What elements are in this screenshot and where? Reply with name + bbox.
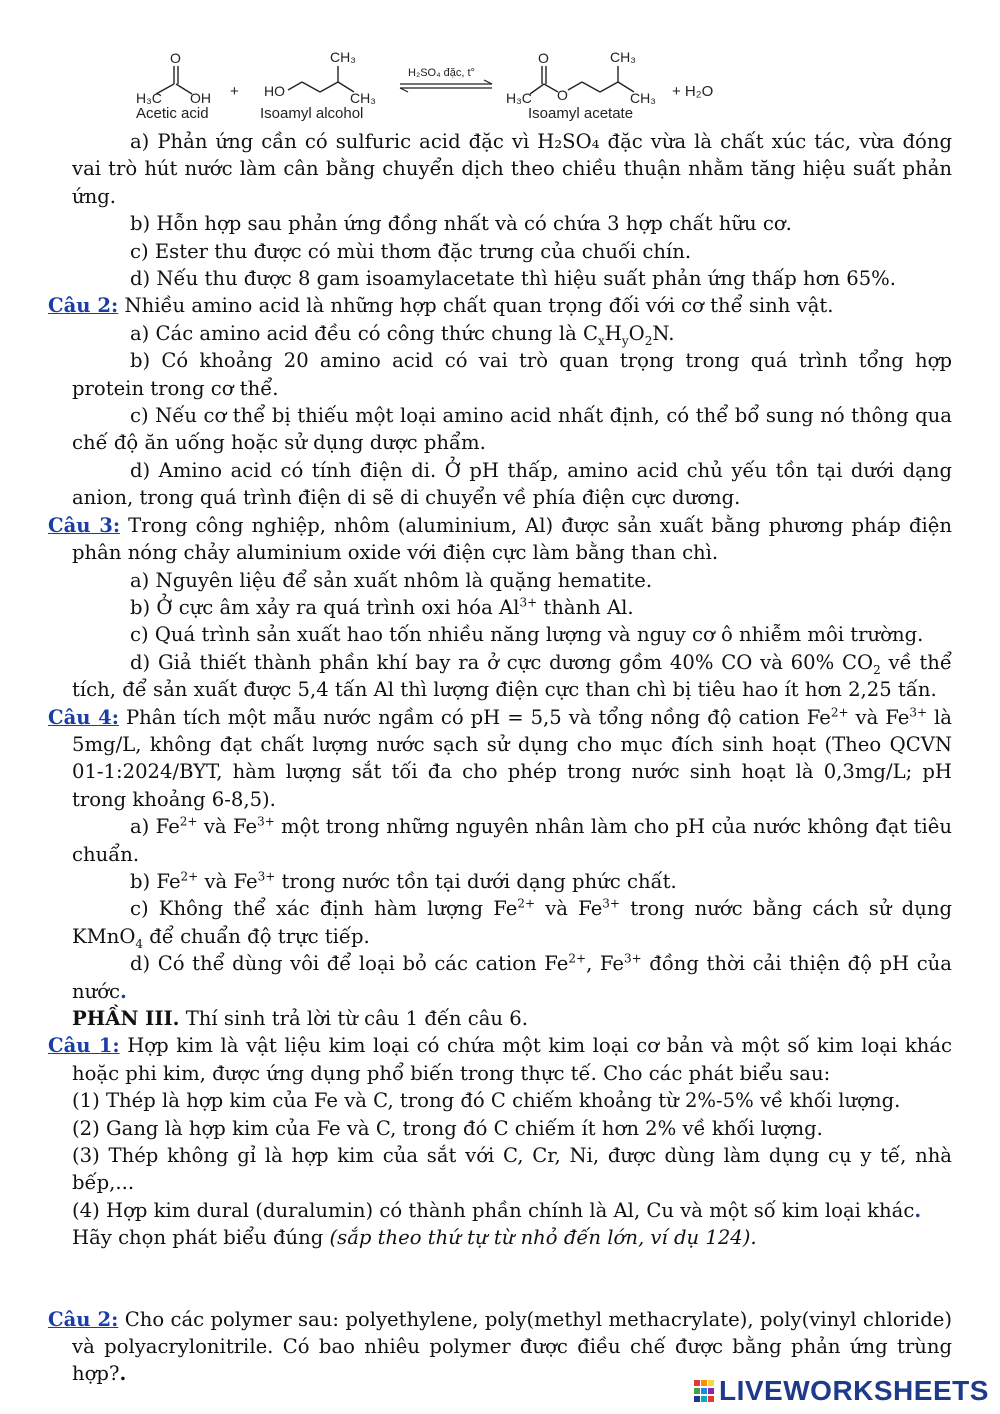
isoamyl-alcohol-structure [288,66,354,92]
answer-space [48,1252,952,1306]
alcohol-ch3-right: CH₃ [350,90,376,106]
p3-q1-statement-4: (4) Hợp kim dural (duralumin) có thành phần chính là Al, Cu và một số kim loại khác. [72,1198,922,1222]
equilibrium-arrows [400,80,492,92]
p3-q1-stem: Câu 1: Hợp kim là vật liệu kim loại có chứa một kim loại cơ bản và một số kim loại khác hoặc phi kim, được ứng dụng phổ biến trong thực tế. Cho các phát biểu sau: [48,1034,952,1085]
acetic-o: O [170,50,181,66]
q2-option-c: c) Nếu cơ thể bị thiếu một loại amino acid nhất định, có thể bổ sung nó thông qua chế độ ăn uống hoặc sử dụng dược phẩm. [72,404,952,455]
ester-o-bridge: O [557,87,568,103]
q2-option-a: a) Các amino acid đều có công thức chung là $C_xH_yO_2N$. [130,321,675,348]
acetic-h3c: H₃C [136,90,162,106]
isoamyl-acetate-structure [530,66,634,94]
q2-option-d: d) Amino acid có tính điện di. Ở pH thấp, amino acid chủ yếu tồn tại dưới dạng anion, trong quá trình điện di sẽ di chuyển về phía điện cực dương. [72,458,952,510]
q1-option-c: c) Ester thu được có mùi thơm đặc trưng của chuối chín. [130,239,692,263]
q4-option-b: b) $Fe^{2+}$ và $Fe^{3+}$ trong nước tồn tại dưới dạng phức chất. [130,869,677,893]
acetic-oh: OH [190,90,211,106]
p3-q1-statement-1: (1) Thép là hợp kim của Fe và C, trong đó C chiếm khoảng từ 2%-5% về khối lượng. [72,1089,901,1113]
acetic-acid-name: Acetic acid [136,105,209,122]
ester-ch3-top: CH₃ [610,49,636,65]
q1-option-a: a) Phản ứng cần có sulfuric acid đặc vì H₂SO₄ đặc vừa là chất xúc tác, vừa đóng vai trò hút nước làm cân bằng chuyển dịch theo chiều thuận nhằm tăng hiệu suất phản ứng. [72,130,952,208]
q3-stem: Câu 3: Trong công nghiệp, nhôm (aluminium, Al) được sản xuất bằng phương pháp điện phân nóng chảy aluminium oxide với điện cực làm bằng than chì. [48,513,952,565]
q4-option-a: a) $Fe^{2+}$ và $Fe^{3+}$ một trong những nguyên nhân làm cho pH của nước không đạt tiêu chuẩn. [72,814,952,866]
q2-stem: Câu 2: Nhiều amino acid là những hợp chất quan trọng đối với cơ thể sinh vật. [48,294,834,318]
q3-option-a: a) Nguyên liệu để sản xuất nhôm là quặng hematite. [130,568,653,592]
ester-ch3-right: CH₃ [630,90,656,106]
ester-h3c: H₃C [506,90,532,106]
q4-option-c: c) Không thể xác định hàm lượng $Fe^{2+}$ và $Fe^{3+}$ trong nước bằng cách sử dụng KMnO$_4$ để chuẩn độ trực tiếp. [72,896,952,951]
q1-option-b: b) Hỗn hợp sau phản ứng đồng nhất và có chứa 3 hợp chất hữu cơ. [130,212,792,236]
q2-label: Câu 2: [48,294,119,318]
water-product: + H₂O [672,83,714,100]
reaction-condition: H₂SO₄ đặc, t° [408,67,475,79]
q3-option-c: c) Quá trình sản xuất hao tốn nhiều năng lượng và nguy cơ ô nhiễm môi trường. [130,623,924,647]
plus-sign: + [230,83,239,100]
ester-o-top: O [538,50,549,66]
alcohol-ch3-top: CH₃ [330,49,356,65]
isoamyl-acetate-name: Isoamyl acetate [528,105,634,122]
p3-q1-label: Câu 1: [48,1034,120,1058]
worksheet-content [48,128,952,1388]
q1-option-d: d) Nếu thu được 8 gam isoamylacetate thì hiệu suất phản ứng thấp hơn 65%. [130,267,897,291]
p3-q1-statement-2: (2) Gang là hợp kim của Fe và C, trong đó C chiếm ít hơn 2% về khối lượng. [72,1116,823,1140]
q3-option-d: d) Giả thiết thành phần khí bay ra ở cực dương gồm 40% CO và 60% $CO_2$ về thể tích, để sản xuất được 5,4 tấn Al thì lượng điện cực than chì bị tiêu hao ít hơn 2,25 tấn. [72,650,952,702]
p3-q2-label: Câu 2: [48,1307,119,1331]
p3-q1-instruction: Hãy chọn phát biểu đúng (sắp theo thứ tự từ nhỏ đến lớn, ví dụ 124). [72,1226,757,1250]
q4-label: Câu 4: [48,705,119,729]
liveworksheets-logo [693,1374,993,1408]
q3-label: Câu 3: [48,513,121,537]
q3-option-b: b) Ở cực âm xảy ra quá trình oxi hóa $Al^{3+}$ thành Al. [130,595,634,619]
p3-q2-stem: Câu 2: Cho các polymer sau: polyethylene, poly(methyl methacrylate), poly(vinyl chloride) và polyacrylonitrile. Có bao nhiêu polymer được điều chế được bằng phản ứng trùng hợp?. [48,1307,952,1386]
p3-q1-statement-3: (3) Thép không gỉ là hợp kim của sắt với C, Cr, Ni, được dùng làm dụng cụ y tế, nhà bếp,... [72,1144,952,1195]
part3-heading: PHẦN III. Thí sinh trả lời từ câu 1 đến câu 6. [72,1007,528,1030]
liveworksheets-icon [693,1378,715,1404]
alcohol-ho: HO [264,83,285,99]
esterification-reaction [130,46,730,126]
q4-option-d: d) Có thể dùng vôi để loại bỏ các cation $Fe^{2+}$, $Fe^{3+}$ đồng thời cải thiện độ pH của nước. [72,951,952,1003]
isoamyl-alcohol-name: Isoamyl alcohol [260,105,364,122]
q4-stem: Câu 4: Phân tích một mẫu nước ngầm có pH = 5,5 và tổng nồng độ cation $Fe^{2+}$ và $Fe^{3+}$ là 5mg/L, không đạt chất lượng nước sạch sử dụng cho mục đích sinh hoạt (Theo QCVN 01-1:2024/BYT, hàm lượng sắt tối đa cho phép trong nước sinh hoạt là 0,3mg/L; pH trong khoảng 6-8,5). [48,705,952,811]
q2-option-b: b) Có khoảng 20 amino acid có vai trò quan trọng trong quá trình tổng hợp protein trong cơ thể. [72,349,952,400]
liveworksheets-brand: LIVEWORKSHEETS [719,1375,989,1406]
